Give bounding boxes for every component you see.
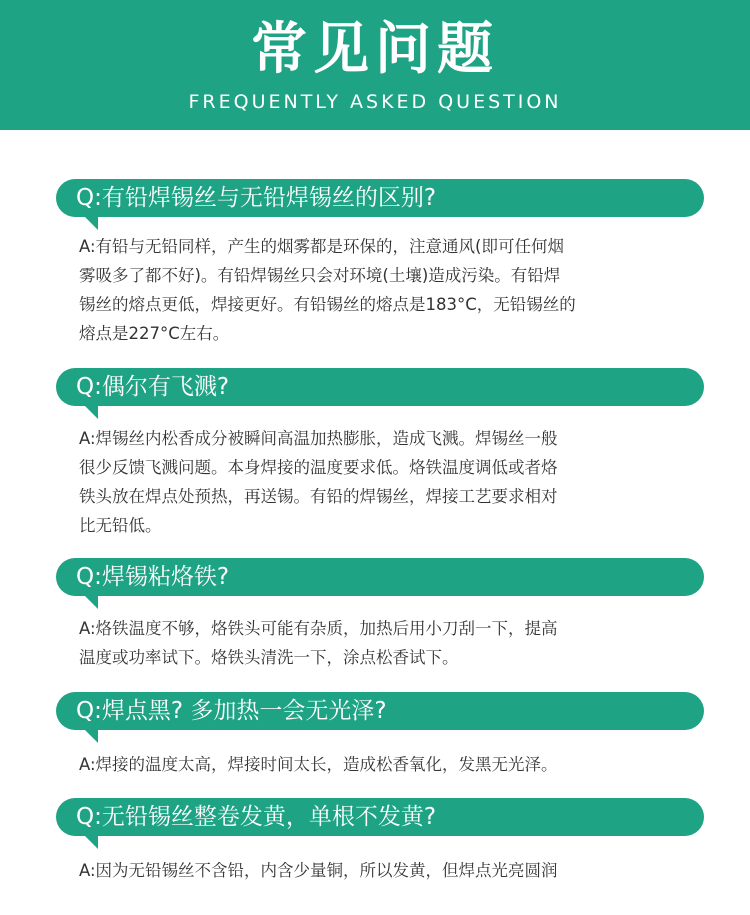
answer-line: 很少反馈飞溅问题。本身焊接的温度要求低。烙铁温度调低或者烙: [79, 458, 558, 477]
faq-question-text: Q:偶尔有飞溅?: [76, 374, 230, 400]
faq-question-3: [56, 558, 704, 596]
speech-tail-icon: [84, 405, 98, 419]
faq-question-4: [56, 692, 704, 730]
faq-question-text: Q:焊锡粘烙铁?: [76, 564, 230, 590]
answer-line: A:有铅与无铅同样，产生的烟雾都是环保的，注意通风(即可任何烟: [79, 237, 564, 256]
answer-line: A:焊接的温度太高，焊接时间太长，造成松香氧化，发黑无光泽。: [79, 755, 558, 774]
answer-line: A:烙铁温度不够，烙铁头可能有杂质，加热后用小刀刮一下，提高: [79, 619, 558, 638]
speech-tail-icon: [84, 729, 98, 743]
answer-line: A:焊锡丝内松香成分被瞬间高温加热膨胀，造成飞溅。焊锡丝一般: [79, 429, 558, 448]
faq-question-5: [56, 798, 704, 836]
page-title: 常见问题: [251, 17, 499, 82]
answer-line: 温度或功率试下。烙铁头清洗一下，涂点松香试下。: [79, 648, 459, 667]
answer-line: 锡丝的熔点更低，焊接更好。有铅锡丝的熔点是183°C，无铅锡丝的: [79, 295, 576, 314]
speech-tail-icon: [84, 835, 98, 849]
faq-question-text: Q:焊点黑? 多加热一会无光泽?: [76, 698, 387, 724]
answer-line: 熔点是227°C左右。: [79, 324, 230, 343]
page-header: [0, 0, 750, 130]
page-subtitle: FREQUENTLY ASKED QUESTION: [188, 91, 562, 113]
faq-answer-1: [79, 232, 699, 348]
faq-question-text: Q:有铅焊锡丝与无铅焊锡丝的区别?: [76, 185, 437, 211]
faq-question-2: [56, 368, 704, 406]
speech-tail-icon: [84, 216, 98, 230]
answer-line: 雾吸多了都不好)。有铅焊锡丝只会对环境(土壤)造成污染。有铅焊: [79, 266, 561, 285]
answer-line: 比无铅低。: [79, 516, 162, 535]
faq-answer-3: [79, 614, 699, 672]
faq-answer-5: [79, 856, 699, 885]
faq-answer-4: [79, 750, 699, 779]
faq-question-text: Q:无铅锡丝整卷发黄，单根不发黄?: [76, 804, 437, 830]
answer-line: A:因为无铅锡丝不含铅，内含少量铜，所以发黄，但焊点光亮圆润: [79, 861, 558, 880]
speech-tail-icon: [84, 595, 98, 609]
answer-line: 铁头放在焊点处预热，再送锡。有铅的焊锡丝，焊接工艺要求相对: [79, 487, 558, 506]
faq-answer-2: [79, 424, 699, 540]
faq-question-1: [56, 179, 704, 217]
